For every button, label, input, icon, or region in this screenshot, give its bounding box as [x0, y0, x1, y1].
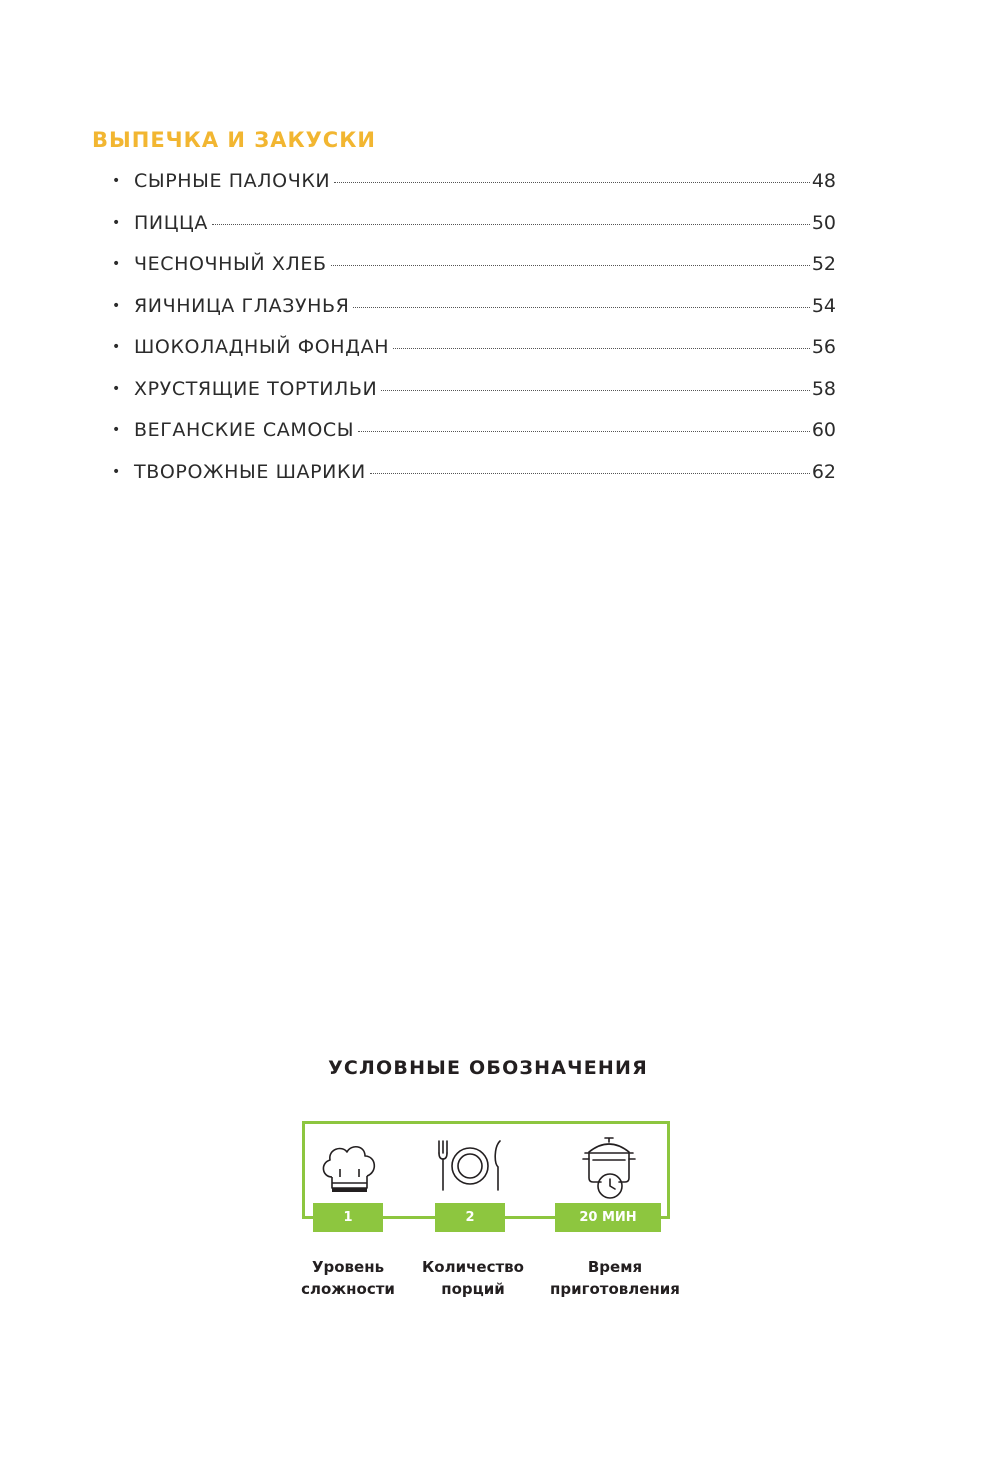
toc-item-name: ШОКОЛАДНЫЙ ФОНДАН	[134, 336, 390, 358]
legend-title: УСЛОВНЫЕ ОБОЗНАЧЕНИЯ	[328, 1057, 648, 1079]
caption-line: Уровень	[311, 1258, 385, 1276]
toc-item[interactable]	[112, 461, 836, 503]
toc-item-page: 50	[811, 211, 836, 234]
bullet: •	[112, 297, 121, 314]
table-of-contents	[112, 170, 836, 502]
toc-item-name: ВЕГАНСКИЕ САМОСЫ	[134, 419, 355, 441]
dot-leader	[370, 473, 810, 474]
dot-leader	[331, 265, 810, 266]
dot-leader	[381, 390, 809, 391]
section-title: ВЫПЕЧКА И ЗАКУСКИ	[92, 128, 376, 152]
bullet: •	[112, 256, 121, 272]
bullet: •	[112, 173, 121, 189]
dot-leader	[353, 307, 809, 308]
servings-caption	[414, 1256, 532, 1300]
toc-item-page: 52	[811, 253, 836, 275]
dot-leader	[212, 224, 810, 225]
cook-time-caption	[542, 1256, 688, 1300]
toc-item-page: 62	[811, 460, 836, 483]
chef-hat-icon	[318, 1139, 380, 1197]
bullet: •	[112, 422, 121, 438]
servings-badge: 2	[435, 1203, 505, 1232]
toc-item-name: ЯИЧНИЦА ГЛАЗУНЬЯ	[134, 294, 350, 317]
plate-cutlery-icon	[434, 1137, 506, 1195]
dot-leader	[358, 431, 810, 432]
toc-item[interactable]	[112, 212, 836, 254]
toc-item-name: ХРУСТЯЩИЕ ТОРТИЛЬИ	[134, 377, 378, 400]
dot-leader	[334, 182, 810, 183]
caption-line: приготовления	[550, 1280, 680, 1298]
toc-item[interactable]	[112, 378, 836, 420]
toc-item[interactable]	[112, 419, 836, 461]
difficulty-caption	[298, 1256, 398, 1300]
bullet: •	[112, 339, 121, 355]
toc-item-name: ТВОРОЖНЫЕ ШАРИКИ	[134, 460, 366, 483]
difficulty-badge: 1	[313, 1203, 383, 1232]
toc-item-name: ЧЕСНОЧНЫЙ ХЛЕБ	[134, 253, 327, 275]
toc-item-page: 54	[811, 294, 836, 317]
dot-leader	[393, 348, 810, 349]
toc-item-name: СЫРНЫЕ ПАЛОЧКИ	[134, 170, 331, 192]
toc-item-page: 60	[811, 419, 836, 441]
bullet: •	[112, 214, 121, 231]
toc-item[interactable]	[112, 253, 836, 295]
caption-line: Количество	[422, 1258, 524, 1276]
cook-time-badge: 20 МИН	[555, 1203, 661, 1232]
toc-item[interactable]	[112, 336, 836, 378]
bullet: •	[112, 380, 121, 397]
pot-timer-icon	[575, 1132, 643, 1202]
caption-line: порций	[441, 1280, 505, 1298]
toc-item-page: 48	[811, 170, 836, 192]
toc-item[interactable]	[112, 170, 836, 212]
toc-item-page: 56	[811, 336, 836, 358]
toc-item[interactable]	[112, 295, 836, 337]
toc-item-page: 58	[811, 377, 836, 400]
caption-line: сложности	[301, 1280, 395, 1298]
bullet: •	[112, 463, 121, 480]
toc-item-name: ПИЦЦА	[134, 211, 208, 234]
caption-line: Время	[587, 1258, 643, 1276]
